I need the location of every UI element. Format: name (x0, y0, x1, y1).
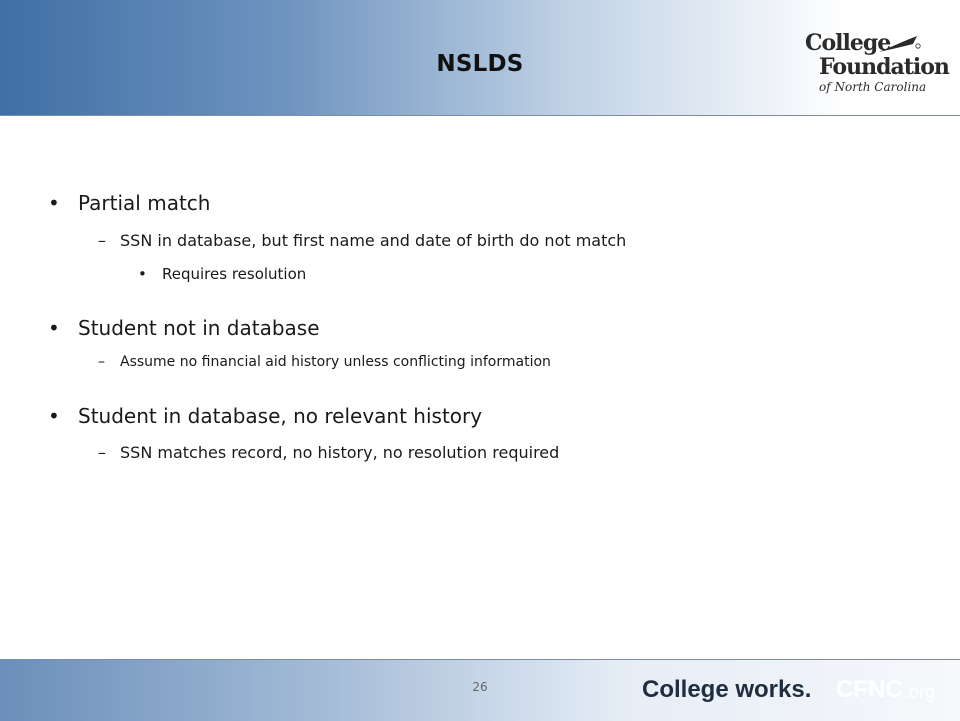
bullet-dot-icon: • (138, 265, 147, 283)
footer-brand: CFNC (836, 676, 903, 703)
bullet-dot-icon: • (48, 404, 60, 428)
bullet-text: Student not in database (78, 316, 320, 340)
logo-line-college: College (805, 30, 891, 56)
slide-header (0, 0, 960, 116)
logo-line-state: of North Carolina (819, 80, 927, 94)
sub-bullet-text: SSN in database, but first name and date of birth do not match (120, 231, 627, 250)
logo-line-foundation: Foundation (819, 54, 949, 80)
slide-footer (0, 659, 960, 721)
dash-icon: – (98, 443, 106, 462)
bullet-dot-icon: • (48, 191, 60, 215)
slide-title: NSLDS (436, 51, 524, 77)
logo-swoosh-icon (877, 34, 921, 56)
sub-bullet-text: Assume no financial aid history unless conflicting information (120, 354, 551, 370)
sub-sub-bullet-text: Requires resolution (162, 265, 307, 283)
bullet-text: Partial match (78, 191, 211, 215)
sub-bullet-text: SSN matches record, no history, no resolution required (120, 443, 560, 462)
cfnc-logo (805, 30, 949, 98)
bullet-text: Student in database, no relevant history (78, 404, 483, 428)
dash-icon: – (98, 354, 105, 370)
bullet-dot-icon: • (48, 316, 60, 340)
footer-tagline: College works. (642, 676, 812, 703)
page-number: 26 (472, 680, 488, 694)
dash-icon: – (98, 231, 106, 250)
footer-brand-suffix: .org (904, 682, 936, 702)
